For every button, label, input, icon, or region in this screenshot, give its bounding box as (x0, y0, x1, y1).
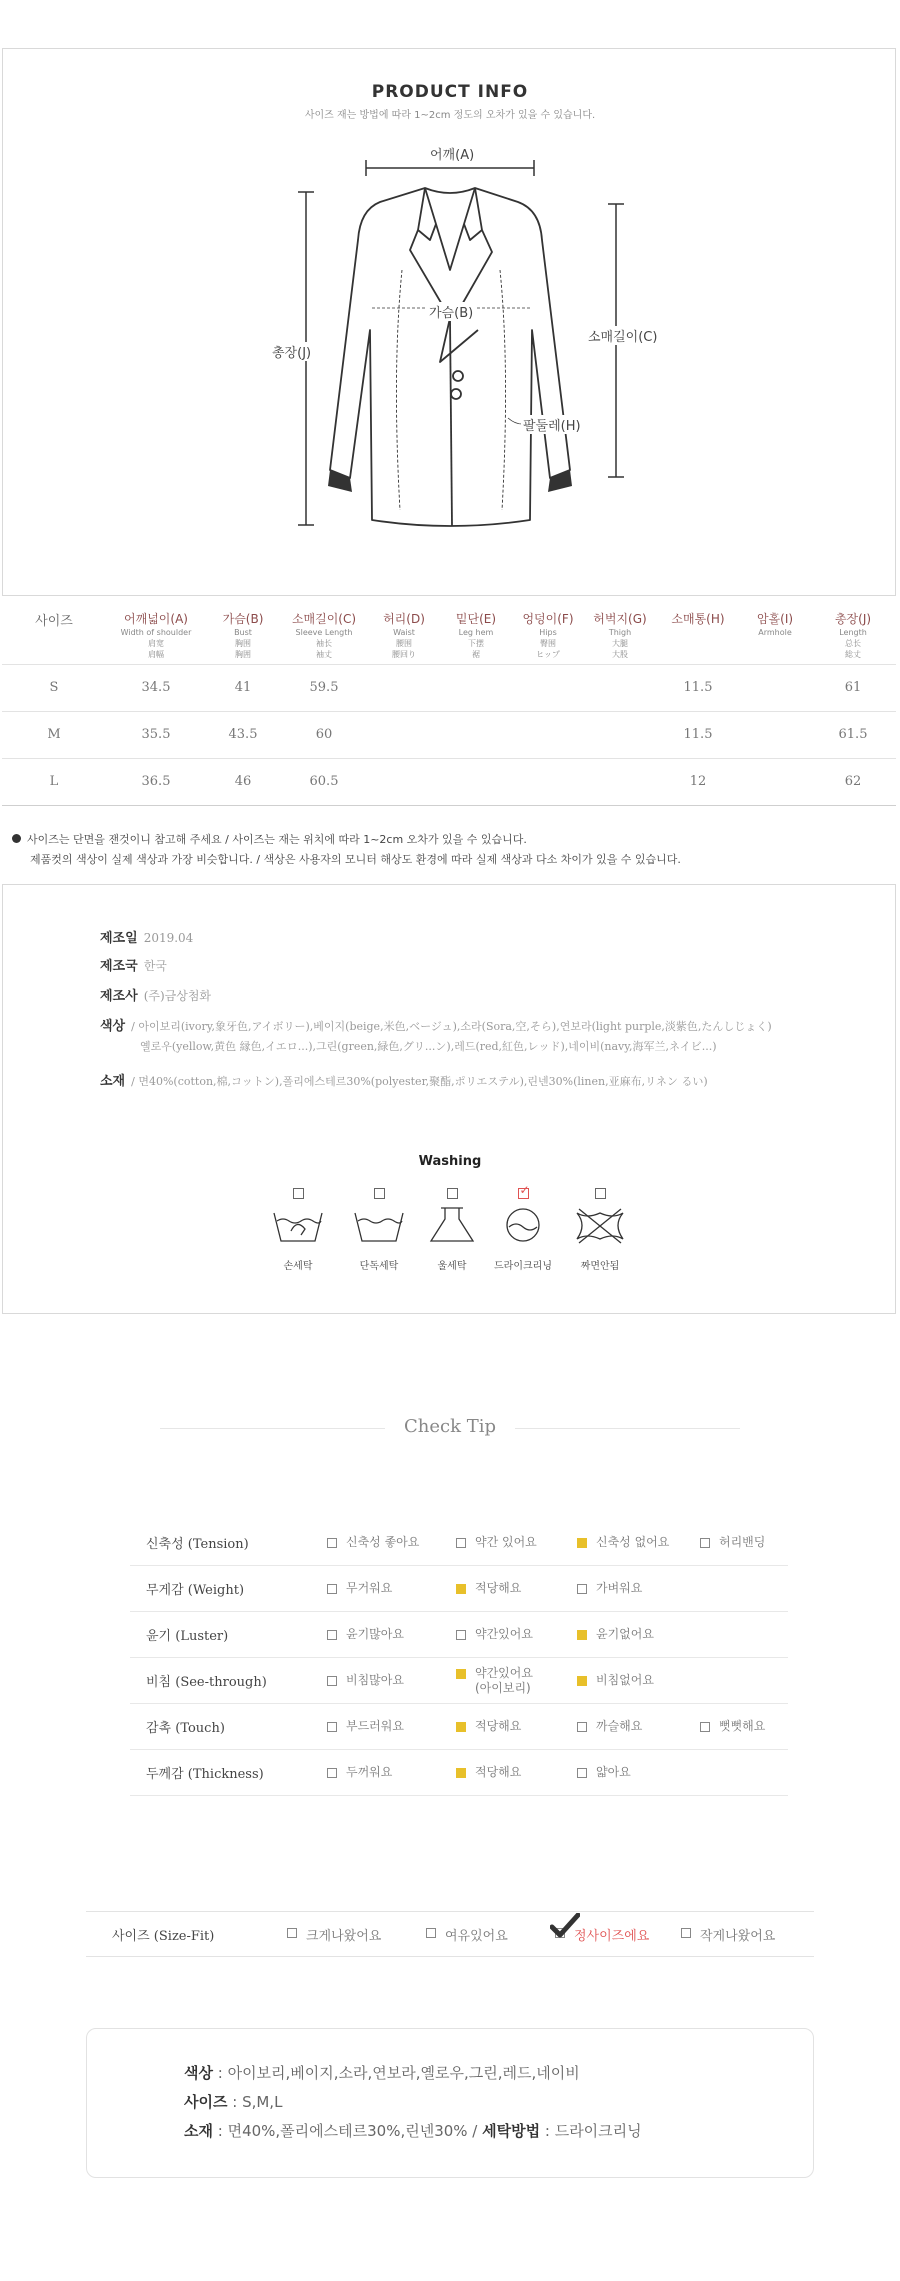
checkbox (287, 1928, 297, 1938)
check-tip-row (130, 1612, 788, 1658)
checkbox (456, 1630, 466, 1640)
check-tip-table (130, 1520, 788, 1796)
check-tip-cell (326, 1658, 455, 1704)
checkbox (577, 1584, 587, 1594)
size-col-header: 허벅지(G) Thigh 大腿 大股 (584, 600, 656, 664)
no-wring-icon (573, 1205, 627, 1245)
size-value-cell: 36.5 (106, 758, 206, 805)
info-color: 색상 / 아이보리(ivory,象牙色,アイボリー),베이지(beige,米色,ベージュ),소라(Sora,空,そら),연보라(light purple,淡紫色,たんしじょく) 옐로우(yellow,黄色 縁色,イエロ...),그린(green,緑色,グリ...ン),레드(red,紅色,レッド),네이비(navy,海军兰,ネイビ...) (100, 1019, 772, 1053)
check-tip-row (130, 1704, 788, 1750)
check-tip-option: 신축성 좋아요 (327, 1535, 419, 1550)
check-tip-option: 적당해요 (456, 1719, 521, 1734)
size-value-cell: 62 (810, 758, 896, 805)
check-tip-cell (699, 1704, 788, 1750)
checkbox (700, 1538, 710, 1548)
product-info-subtitle: 사이즈 재는 방법에 따라 1~2cm 정도의 오차가 있을 수 있습니다. (304, 110, 596, 121)
size-value-cell (512, 758, 584, 805)
checkbox (447, 1188, 458, 1199)
check-tip-cell (576, 1704, 699, 1750)
checkbox (374, 1188, 385, 1199)
check-tip-cell (326, 1750, 455, 1796)
size-table (2, 600, 896, 806)
checkbox (327, 1722, 337, 1732)
check-tip-option: 적당해요 (456, 1765, 521, 1780)
size-value-cell: 35.5 (106, 711, 206, 758)
check-tip-cell (326, 1612, 455, 1658)
size-row (2, 711, 896, 758)
check-tip-cell (326, 1704, 455, 1750)
check-tip-option: 까슬해요 (577, 1719, 642, 1734)
check-tip-cell (576, 1566, 699, 1612)
check-tip-option: 허리밴딩 (700, 1535, 765, 1550)
size-value-cell (440, 758, 512, 805)
wash-no-wring: 짜면안됨 (555, 1188, 645, 1272)
size-name-cell: L (2, 758, 106, 805)
check-tip-option: 윤기많아요 (327, 1627, 404, 1642)
check-tip-cell (699, 1566, 788, 1612)
size-value-cell (584, 711, 656, 758)
label-armhole: 팔둘레(H) (521, 415, 583, 434)
check-tip-label: 무게감 (Weight) (130, 1566, 326, 1612)
size-col-header: 소매통(H) (656, 600, 740, 664)
summary-color: 색상 : 아이보리,베이지,소라,연보라,옐로우,그린,레드,네이비 (184, 2064, 580, 2082)
summary-size: 사이즈 : S,M,L (184, 2093, 283, 2111)
check-tip-row (130, 1520, 788, 1566)
size-value-cell (368, 758, 440, 805)
checkbox (327, 1768, 337, 1778)
checkbox (577, 1722, 587, 1732)
size-col-header: 총장(J) Length 总长 総丈 (810, 600, 896, 664)
checkbox (700, 1722, 710, 1732)
size-value-cell: 11.5 (656, 664, 740, 711)
check-tip-label: 감촉 (Touch) (130, 1704, 326, 1750)
size-row (2, 758, 896, 805)
checked-box (456, 1669, 466, 1679)
check-tip-option: 가벼워요 (577, 1581, 642, 1596)
checkbox (327, 1538, 337, 1548)
size-value-cell (512, 664, 584, 711)
size-fit-option[interactable]: 여유있어요 (426, 1925, 508, 1944)
size-value-cell: 43.5 (206, 711, 280, 758)
check-tip-option: 비침없어요 (577, 1673, 654, 1688)
size-value-cell (440, 711, 512, 758)
checkbox (577, 1768, 587, 1778)
size-table-body (2, 664, 896, 805)
size-fit-option-selected[interactable]: 정사이즈에요 (555, 1925, 649, 1944)
note-line-2: 제품컷의 색상이 실제 색상과 가장 비슷합니다. / 색상은 사용자의 모니터 해상도 환경에 따라 실제 색상과 다소 차이가 있을 수 있습니다. (30, 853, 681, 866)
size-notes (12, 830, 681, 870)
size-value-cell: 11.5 (656, 711, 740, 758)
jacket-diagram (260, 140, 640, 540)
checked-box (577, 1630, 587, 1640)
check-tip-cell (699, 1750, 788, 1796)
check-tip-option: 얇아요 (577, 1765, 631, 1780)
wash-hand: 손세탁 (253, 1188, 343, 1272)
check-tip-cell (455, 1566, 576, 1612)
check-tip-cell (455, 1658, 576, 1704)
check-tip-option: 부드러워요 (327, 1719, 404, 1734)
wool-wash-icon (425, 1205, 479, 1245)
label-bust: 가슴(B) (427, 302, 475, 321)
check-tip-option: 약간있어요 (아이보리) (456, 1666, 533, 1696)
check-tip-option: 신축성 없어요 (577, 1535, 669, 1550)
check-tip-row (130, 1566, 788, 1612)
size-col-header: 사이즈 (2, 600, 106, 664)
size-col-header: 가슴(B) Bust 胸围 胸囲 (206, 600, 280, 664)
note-line-1: 사이즈는 단면을 잰것이니 참고해 주세요 / 사이즈는 재는 위치에 따라 1~2cm 오차가 있을 수 있습니다. (12, 830, 681, 850)
size-col-header: 허리(D) Waist 腰围 腰回り (368, 600, 440, 664)
size-col-header: 암홀(I) Armhole (740, 600, 810, 664)
size-value-cell: 12 (656, 758, 740, 805)
size-col-header: 소매길이(C) Sleeve Length 袖长 袖丈 (280, 600, 368, 664)
checked-box (577, 1538, 587, 1548)
check-tip-cell (576, 1750, 699, 1796)
size-value-cell: 34.5 (106, 664, 206, 711)
check-tip-option: 적당해요 (456, 1581, 521, 1596)
checkbox (327, 1584, 337, 1594)
size-value-cell: 59.5 (280, 664, 368, 711)
check-tip-cell (576, 1612, 699, 1658)
checkbox (681, 1928, 691, 1938)
checked-box (456, 1722, 466, 1732)
check-tip-cell (455, 1704, 576, 1750)
size-row (2, 664, 896, 711)
checkbox (327, 1630, 337, 1640)
check-tip-option: 뻣뻣해요 (700, 1719, 765, 1734)
check-tip-label: 두께감 (Thickness) (130, 1750, 326, 1796)
washing-title: Washing (418, 1154, 482, 1169)
checkmark-icon: ✓ (519, 1183, 530, 1197)
check-tip-row (130, 1750, 788, 1796)
check-tip-cell (455, 1520, 576, 1566)
size-value-cell (512, 711, 584, 758)
size-value-cell (440, 664, 512, 711)
check-tip-label: 신축성 (Tension) (130, 1520, 326, 1566)
size-name-cell: S (2, 664, 106, 711)
size-fit-option[interactable]: 작게나왔어요 (681, 1925, 775, 1944)
check-tip-cell (699, 1658, 788, 1704)
check-tip-option: 비침많아요 (327, 1673, 404, 1688)
summary-material: 소재 : 면40%,폴리에스테르30%,린넨30% / 세탁방법 : 드라이크리닝 (184, 2122, 642, 2140)
check-tip-option: 윤기없어요 (577, 1627, 654, 1642)
checkbox (555, 1928, 565, 1938)
size-value-cell: 61.5 (810, 711, 896, 758)
checkbox (595, 1188, 606, 1199)
size-value-cell: 61 (810, 664, 896, 711)
size-value-cell (740, 711, 810, 758)
info-material: 소재 / 면40%(cotton,棉,コットン),폴리에스테르30%(polyester,聚酯,ポリエステル),린넨30%(linen,亚麻布,リネン るい) (100, 1074, 708, 1089)
checkbox (426, 1928, 436, 1938)
check-tip-option: 무거워요 (327, 1581, 392, 1596)
size-name-cell: M (2, 711, 106, 758)
dry-clean-icon (496, 1205, 550, 1245)
hand-wash-icon (271, 1205, 325, 1245)
wash-wool: 울세탁 (407, 1188, 497, 1272)
label-sleeve-length: 소매길이(C) (586, 326, 659, 345)
size-value-cell (740, 664, 810, 711)
label-shoulder: 어깨(A) (428, 144, 476, 163)
info-made-date: 제조일 2019.04 (100, 931, 194, 946)
size-col-header: 밑단(E) Leg hem 下摆 裾 (440, 600, 512, 664)
size-value-cell (584, 758, 656, 805)
check-tip-label: 윤기 (Luster) (130, 1612, 326, 1658)
size-col-header: 어깨넓이(A) Width of shoulder 肩宽 肩幅 (106, 600, 206, 664)
check-tip-cell (455, 1750, 576, 1796)
info-maker: 제조사 (주)금상첨화 (100, 989, 212, 1004)
checked-box (577, 1676, 587, 1686)
check-tip-cell (326, 1520, 455, 1566)
size-value-cell: 41 (206, 664, 280, 711)
check-tip-title: Check Tip (403, 1416, 496, 1437)
size-value-cell (368, 664, 440, 711)
size-value-cell (584, 664, 656, 711)
size-value-cell: 60 (280, 711, 368, 758)
label-total-length: 총장(J) (270, 342, 313, 361)
info-icon (12, 834, 21, 843)
size-value-cell (368, 711, 440, 758)
checked-box (456, 1584, 466, 1594)
checkbox (327, 1676, 337, 1686)
check-tip-option: 두꺼워요 (327, 1765, 392, 1780)
check-tip-cell (576, 1658, 699, 1704)
checked-box (456, 1768, 466, 1778)
size-value-cell (740, 758, 810, 805)
check-tip-option: 약간있어요 (456, 1627, 533, 1642)
checkmark-icon (550, 1913, 580, 1939)
checkbox (518, 1183, 530, 1199)
checkbox (293, 1188, 304, 1199)
size-table-header (2, 600, 896, 664)
check-tip-row (130, 1658, 788, 1704)
size-value-cell: 60.5 (280, 758, 368, 805)
size-col-header: 엉덩이(F) Hips 臀围 ヒップ (512, 600, 584, 664)
size-fit-option[interactable]: 크게나왔어요 (287, 1925, 381, 1944)
wash-separate: 단독세탁 (334, 1188, 424, 1272)
size-value-cell: 46 (206, 758, 280, 805)
check-tip-cell (699, 1612, 788, 1658)
check-tip-label: 비침 (See-through) (130, 1658, 326, 1704)
check-tip-cell (455, 1612, 576, 1658)
check-tip-option: 약간 있어요 (456, 1535, 537, 1550)
check-tip-cell (576, 1520, 699, 1566)
product-info-title: PRODUCT INFO (371, 82, 529, 102)
check-tip-cell (326, 1566, 455, 1612)
separate-wash-icon (352, 1205, 406, 1245)
info-country: 제조국 한국 (100, 959, 167, 974)
check-tip-cell (699, 1520, 788, 1566)
size-fit-label: 사이즈 (Size-Fit) (112, 1929, 215, 1944)
wash-dry-clean: ✓ 드라이크리닝 (494, 1183, 552, 1272)
checkbox (456, 1538, 466, 1548)
